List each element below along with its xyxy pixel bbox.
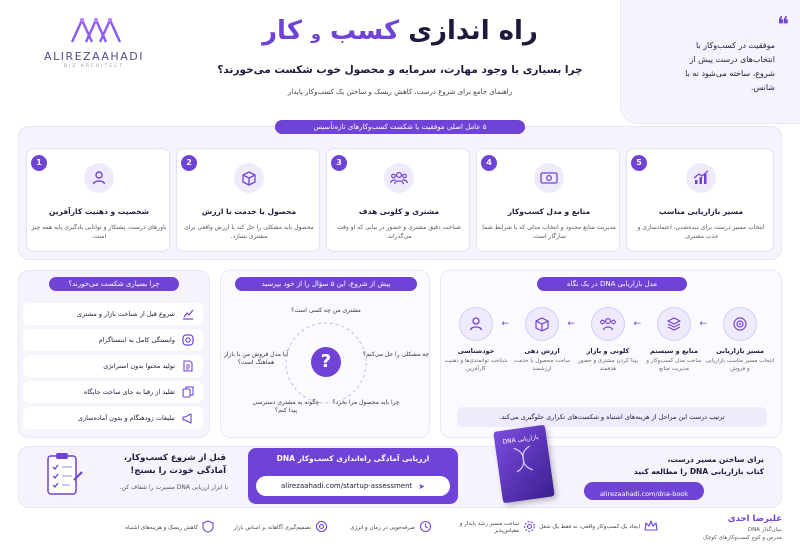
factor-title: محصول یا خدمت با ارزش bbox=[201, 207, 297, 216]
arrow-icon: ← bbox=[567, 319, 575, 329]
factor-title: مشتری و کلونی هدف bbox=[358, 207, 440, 216]
question-item: چگونه به مشتری دسترسی پیدا کنم؟ bbox=[252, 399, 320, 415]
factor-title: شخصیت و ذهنیت کارآفرین bbox=[49, 207, 149, 216]
book-cta-text: برای ساختن مسیر درست، کتاب بازاریابی DNA را مطالعه کنید bbox=[633, 455, 764, 476]
book-cover bbox=[493, 425, 555, 504]
question-mark-icon: ? bbox=[311, 347, 341, 377]
questions-header: پیش از شروع، این ۵ سؤال را از خود بپرسید bbox=[235, 277, 417, 291]
author-name: علیرضا احدی bbox=[727, 514, 782, 524]
author-block bbox=[662, 514, 782, 541]
quote-box bbox=[620, 0, 800, 124]
cta-left-text: با ابزار ارزیابی DNA مسیرت را شفاف کن. bbox=[119, 484, 228, 491]
failure-item: تولید محتوا بدون استراتژی bbox=[23, 355, 203, 377]
book-title: بازاریابی DNA bbox=[502, 433, 540, 446]
factor-card-5 bbox=[626, 148, 774, 252]
factor-text: مدیریت منابع محدود و انتخاب مدلی که با شرایط شما سازگار است. bbox=[482, 224, 616, 240]
target-icon bbox=[315, 520, 328, 536]
factor-number: 1 bbox=[31, 155, 47, 171]
arrow-icon: ← bbox=[501, 319, 509, 329]
growth-icon bbox=[686, 163, 716, 193]
factor-title: مسیر بازاریابی مناسب bbox=[659, 207, 743, 216]
person-icon bbox=[84, 163, 114, 193]
factor-card-1 bbox=[26, 148, 170, 252]
assessment-link[interactable]: alirezaahadi.com/startup-assessment ➤ bbox=[256, 476, 450, 496]
checklist-icon bbox=[44, 452, 84, 502]
gear-icon bbox=[523, 520, 536, 536]
brand-tagline: BIZ ARCHITECT bbox=[63, 64, 125, 69]
dna-step-3: کلونی و بازار پیدا کردن مشتری و حضور هدفمند bbox=[573, 307, 643, 373]
failure-item: وابستگی کامل به اینستاگرام bbox=[23, 329, 203, 351]
dna-step-2: منابع و سیستم ساخت مدل کسب‌وکار و مدیریت منابع bbox=[639, 307, 709, 373]
arrow-icon: ← bbox=[633, 319, 641, 329]
document-icon bbox=[181, 359, 195, 373]
quote-text: موفقیت در کسب‌وکار با انتخاب‌های درست پیش از شروع، ساخته می‌شود نه با شانس. bbox=[685, 41, 775, 92]
megaphone-icon bbox=[181, 411, 195, 425]
instagram-icon bbox=[181, 333, 195, 347]
book-link[interactable]: alirezaahadi.com/dna-book bbox=[584, 482, 704, 500]
page-tagline: راهنمای جامع برای شروع درست، کاهش ریسک و ساختن یک کسب‌وکار پایدار bbox=[287, 88, 513, 96]
cursor-icon: ➤ bbox=[418, 481, 425, 491]
logo-mark-icon bbox=[34, 14, 154, 44]
dna-footer: ترتیب درست این مراحل از هزینه‌های اشتباه و شکست‌های تکراری جلوگیری می‌کند. bbox=[457, 407, 767, 427]
page-subtitle: چرا بسیاری با وجود مهارت، سرمایه و محصول خوب شکست می‌خورند؟ bbox=[217, 64, 583, 76]
questions-panel bbox=[220, 270, 430, 438]
factor-text: شناخت دقیق مشتری و حضور در بیابی که او وقت می‌گذراند. bbox=[337, 224, 461, 240]
clock-icon bbox=[419, 520, 432, 536]
failures-header: چرا بسیاری شکست می‌خورند؟ bbox=[49, 277, 179, 291]
quote-mark-icon: ❝ bbox=[777, 13, 789, 38]
footer-item: کاهش ریسک و هزینه‌های اشتباه bbox=[104, 520, 214, 536]
dna-step-1: مسیر بازاریابی انتخاب مسیر مناسب بازاریابی و فروش bbox=[705, 307, 775, 373]
author-role: مدرس و کوچ کسب‌وکارهای کوچک bbox=[702, 535, 782, 541]
failure-item: تقلید از رقبا به جای ساخت جایگاه bbox=[23, 381, 203, 403]
crown-icon bbox=[644, 520, 658, 535]
dna-header: مدل بازاریابی DNA در یک نگاه bbox=[537, 277, 687, 291]
factor-number: 5 bbox=[631, 155, 647, 171]
layers-icon bbox=[657, 307, 691, 341]
dna-step-5: خودشناسی شناخت توانمندی‌ها و ذهنیت کارآفرین bbox=[441, 307, 511, 373]
factor-card-3 bbox=[326, 148, 470, 252]
dna-helix-icon bbox=[495, 440, 552, 487]
factors-header: ۵ عامل اصلی موفقیت یا شکست کسب‌وکارهای تازه‌تأسیس bbox=[275, 120, 525, 134]
footer-item: ایجاد یک کسب‌وکار واقعی، نه فقط یک شغل bbox=[538, 520, 658, 535]
box-icon bbox=[234, 163, 264, 193]
factor-card-2 bbox=[176, 148, 320, 252]
author-role: بنیان‌گذار DNA bbox=[747, 527, 782, 533]
footer-item: تصمیم‌گیری آگاهانه بر اساس بازار bbox=[218, 520, 328, 536]
factor-text: محصول باید مشکلی را حل کند یا ارزش واقعی برای مشتری بسازد. bbox=[184, 224, 314, 240]
factor-number: 2 bbox=[181, 155, 197, 171]
question-item: مشتری من چه کسی است؟ bbox=[291, 307, 361, 314]
box-icon bbox=[525, 307, 559, 341]
question-item: چرا باید محصول مرا بخرد؟ bbox=[332, 399, 400, 406]
group-icon bbox=[591, 307, 625, 341]
failure-item: شروع قبل از شناخت بازار و مشتری bbox=[23, 303, 203, 325]
footer-item: ساخت مسیر رشد پایدار و مقیاس‌پذیر bbox=[436, 520, 536, 536]
failure-item: تبلیغات زودهنگام و بدون آماده‌سازی bbox=[23, 407, 203, 429]
money-icon bbox=[534, 163, 564, 193]
cta-left-title: قبل از شروع کسب‌وکار، آمادگی خودت را بسنج! bbox=[123, 453, 226, 476]
factor-number: 3 bbox=[331, 155, 347, 171]
assessment-card bbox=[248, 448, 458, 504]
footer-item: صرفه‌جویی در زمان و انرژی bbox=[332, 520, 432, 536]
group-icon bbox=[384, 163, 414, 193]
chart-icon bbox=[181, 307, 195, 321]
brand-name: ALIREZAAHADI bbox=[44, 50, 144, 63]
failures-panel bbox=[18, 270, 210, 438]
factor-card-4 bbox=[476, 148, 620, 252]
person-icon bbox=[459, 307, 493, 341]
copy-icon bbox=[181, 385, 195, 399]
factor-title: منابع و مدل کسب‌وکار bbox=[507, 207, 591, 216]
question-item: چه مشکلی را حل می‌کنم؟ bbox=[362, 351, 430, 358]
factor-text: باورهای درست، پشتکار و توانایی یادگیری پایه همه چیز است. bbox=[31, 224, 167, 240]
shield-icon bbox=[202, 520, 214, 536]
target-icon bbox=[723, 307, 757, 341]
assessment-title: ارزیابی آمادگی راه‌اندازی کسب‌وکار DNA bbox=[276, 454, 430, 463]
dna-step-4: ارزش دهی ساخت محصول یا خدمت ارزشمند bbox=[507, 307, 577, 373]
question-item: آیا مدل فروش من با بازار هماهنگ است؟ bbox=[223, 351, 289, 367]
factor-number: 4 bbox=[481, 155, 497, 171]
dna-panel bbox=[440, 270, 782, 438]
arrow-icon: ← bbox=[699, 319, 707, 329]
brand-logo bbox=[34, 14, 154, 72]
footer-bar bbox=[18, 514, 782, 554]
factor-text: انتخاب مسیر درست برای دیده‌شدن، اعتمادسازی و جذب مشتری. bbox=[637, 224, 765, 240]
page-title: راه اندازی کسب و کار bbox=[262, 16, 538, 46]
